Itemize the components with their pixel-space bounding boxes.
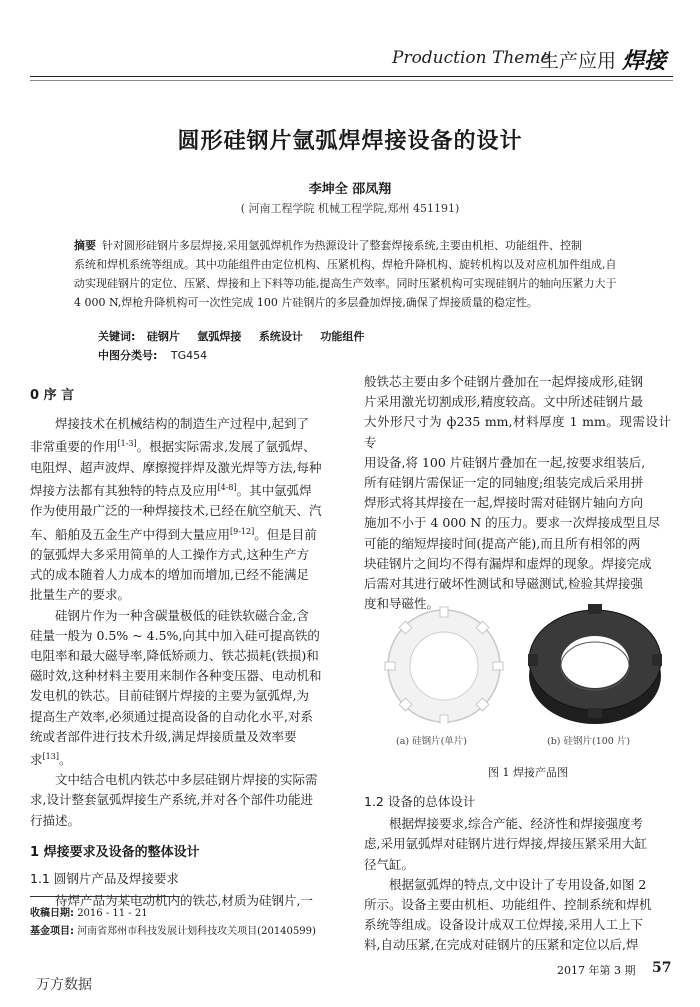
keyword: 功能组件 (320, 330, 365, 343)
text-line: 大外形尺寸为 ф235 mm,材料厚度 1 mm。现需设计专 (364, 414, 671, 450)
header-rule-thin (30, 80, 673, 81)
abstract-line: 4 000 N,焊枪升降机构可一次性完成 100 片硅钢片的多层叠加焊接,确保了焊接质量的稳定性。 (74, 296, 538, 309)
text-line: 式的成本随着人力成本的增加而增加,已经不能满足 (30, 567, 309, 583)
abstract (74, 236, 634, 312)
text-line: 行描述。 (30, 812, 81, 828)
stacked-sheets-image (520, 600, 670, 732)
right-column-top (364, 372, 671, 614)
journal-logo: 焊接 (622, 49, 667, 74)
keyword: 硅钢片 (146, 330, 180, 343)
watermark: 万方数据 (36, 977, 92, 993)
text-line: 电阻率和最大磁导率,降低矫顽力、铁芯损耗(铁损)和 (30, 647, 319, 663)
authors: 李坤全 邵凤翔 (308, 182, 392, 197)
figure-caption-b: (b) 硅钢片(100 片) (547, 736, 631, 747)
text-line: 车、船舶及五金生产中得到大量应用[9-12]。但是目前 (30, 526, 317, 542)
text-line: 度和导磁性。 (364, 596, 440, 612)
text-line: 焊接方法都有其独特的特点及应用[4-8]。其中氩弧焊 (30, 482, 312, 499)
figure-stacked-sheets (520, 600, 670, 732)
paper-title: 圆形硅钢片氩弧焊焊接设备的设计 (177, 129, 523, 154)
text-line: 所有硅钢片需保证一定的同轴度;组装完成后采用拼 (364, 475, 644, 491)
header-section-cn: 生产应用 (540, 50, 617, 72)
silicon-steel-sheet-image (376, 604, 512, 724)
section-heading-intro: 0 序 言 (30, 388, 75, 403)
text-line: 焊形式将其焊接在一起,焊接时需对硅钢片轴向方向 (364, 495, 643, 511)
text-line: 批量生产的要求。 (30, 587, 131, 603)
text-line: 可能的缩短焊接时间(提高产能),而且所有相邻的两 (364, 535, 641, 551)
footnote-received (30, 904, 148, 919)
text-line: 待焊产品为某电动机内的铁芯,材质为硅钢片,一 (55, 893, 313, 909)
keywords-label: 关键词: (98, 330, 136, 343)
abstract-label: 摘要 (74, 239, 96, 252)
text-line: 后需对其进行破坏性测试和导磁测试,检验其焊接强 (364, 576, 643, 592)
text-line: 焊接技术在机械结构的制造生产过程中,起到了 (55, 416, 309, 432)
text-line: 提高生产效率,必须通过提高设备的自动化水平,对系 (30, 708, 313, 724)
figure-caption: 图 1 焊接产品图 (488, 766, 568, 779)
text-line: 般铁芯主要由多个硅钢片叠加在一起焊接成形,硅钢 (364, 374, 643, 389)
text-line: 非常重要的作用[1-3]。根据实际需求,发展了氩弧焊、 (30, 439, 316, 455)
abstract-line: 动实现硅钢片的定位、压紧、焊接和上下料等功能,提高生产效率。同时压紧机构可实现硅钢片的轴向压紧力大于 (74, 277, 617, 290)
classification (98, 347, 207, 363)
text-line: 根据氩弧焊的特点,文中设计了专用设备,如图 2 (389, 876, 647, 892)
text-line: 硅钢片作为一种含碳量极低的硅铁软磁合金,含 (55, 607, 309, 623)
text-line: 施加不小于 4 000 N 的压力。要求一次焊接成型且尽 (364, 515, 661, 531)
text-line: 硅量一般为 0.5% ~ 4.5%,向其中加入硅可提高铁的 (30, 627, 320, 643)
figure-single-sheet (376, 604, 512, 724)
received-label: 收稿日期: (30, 908, 74, 919)
fund-text: 河南省郑州市科技发展计划科技攻关项目(20140599) (77, 926, 316, 937)
text-line: 料,自动压紧,在完成对硅钢片的压紧和定位以后,焊 (364, 937, 639, 953)
subsection-heading-1-2: 1.2 设备的总体设计 (364, 794, 476, 809)
text-line: 虑,采用氩弧焊对硅钢片进行焊接,焊接压紧采用大缸 (364, 836, 647, 852)
issue-label: 2017 年第 3 期 (557, 964, 636, 977)
affiliation: ( 河南工程学院 机械工程学院,郑州 451191) (240, 202, 460, 215)
subsection-heading-1-1: 1.1 圆钢片产品及焊接要求 (30, 871, 179, 887)
footnote-fund (30, 922, 316, 937)
fund-label: 基金项目: (30, 926, 74, 937)
text-line: 电阻焊、超声波焊、摩擦搅拌焊及激光焊等方法,每种 (30, 459, 322, 475)
right-column-bottom (364, 792, 671, 956)
abstract-line: 系统和焊机系统等组成。其中功能组件由定位机构、压紧机构、焊枪升降机构、旋转机构以及对应机加件组成,自 (74, 258, 617, 271)
keywords (98, 328, 378, 344)
text-line: 所示。设备主要由机柜、功能组件、控制系统和焊机 (364, 897, 652, 913)
abstract-line: 针对圆形硅钢片多层焊接,采用氩弧焊机作为热源设计了整套焊接系统,主要由机柜、功能组件、控制 (102, 239, 582, 252)
keyword: 氩弧焊接 (197, 330, 242, 343)
left-column (30, 386, 335, 912)
text-line: 磁时效,这种材料主要用来制作各种变压器、电动机和 (30, 668, 322, 684)
text-line: 统或者部件进行技术升级,满足焊接质量及效率要 (30, 728, 297, 744)
header-rule (30, 76, 673, 77)
text-line: 根据焊接要求,综合产能、经济性和焊接强度考 (389, 816, 643, 832)
text-line: 发电机的铁芯。目前硅钢片焊接的主要为氩弧焊,为 (30, 688, 309, 704)
clc-value: TG454 (170, 349, 208, 362)
received-date: 2016 - 11 - 21 (77, 908, 148, 919)
paragraph (30, 606, 335, 771)
page-number: 57 (652, 960, 672, 976)
clc-label: 中图分类号: (98, 349, 158, 362)
text-line: 文中结合电机内铁芯中多层硅钢片焊接的实际需 (55, 772, 318, 788)
keyword: 系统设计 (258, 330, 303, 343)
text-line: 作为使用最广泛的一种焊接技术,已经在航空航天、汽 (30, 503, 322, 519)
text-line: 的氩弧焊大多采用简单的人工操作方式,这种生产方 (30, 546, 309, 562)
figure-caption-a: (a) 硅钢片(单片) (396, 736, 468, 747)
text-line: 求[13]。 (30, 751, 72, 768)
paragraph (30, 770, 335, 831)
footnote-rule (30, 896, 180, 897)
text-line: 块硅钢片之间均不得有漏焊和虚焊的现象。焊接完成 (364, 555, 652, 571)
paragraph (30, 414, 335, 605)
text-line: 用设备,将 100 片硅钢片叠加在一起,按要求组装后, (364, 454, 646, 470)
text-line: 径气缸。 (364, 856, 415, 872)
text-line: 求,设计整套氩弧焊接生产系统,并对各个部件功能进 (30, 792, 313, 808)
text-line: 系统等组成。设备设计成双工位焊接,采用人工上下 (364, 917, 643, 933)
section-heading-1: 1 焊接要求及设备的整体设计 (30, 844, 200, 860)
header-section-en: Production Theme (392, 48, 551, 68)
text-line: 片采用激光切割成形,精度较高。文中所述硅钢片最 (364, 394, 643, 410)
